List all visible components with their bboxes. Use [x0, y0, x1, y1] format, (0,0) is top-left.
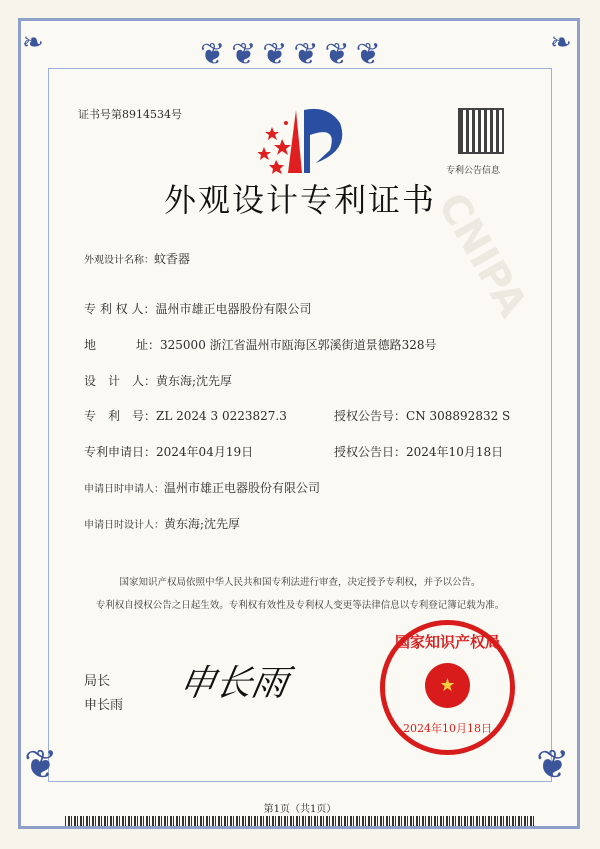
patent-number: ZL 2024 3 0223827.3	[156, 409, 287, 423]
notice-line-2: 专利权自授权公告之日起生效。专利权有效性及专利权人变更等法律信息以专利登记簿记载为准。	[95, 600, 505, 611]
publication-number-label: 授权公告号：	[334, 409, 407, 423]
address-label-suffix: 址：	[136, 338, 161, 352]
barcode	[65, 816, 535, 826]
signatory-name: 申长雨	[84, 698, 124, 713]
applicant-at-filing-label: 申请日时申请人：	[84, 484, 164, 495]
patent-number-label: 专 利 号：	[84, 409, 157, 423]
top-ornament-icon: ❦❦❦❦❦❦	[200, 37, 387, 72]
publication-date-label: 授权公告日：	[334, 445, 407, 459]
address-label: 地	[84, 338, 97, 352]
design-name-label: 外观设计名称：	[84, 255, 154, 266]
page-footer: 第1页（共1页）	[263, 804, 337, 815]
filing-date: 2024年04月19日	[156, 445, 254, 459]
designer-label: 设 计 人：	[84, 374, 157, 388]
official-seal	[380, 620, 515, 755]
corner-ornament-icon: ❦	[536, 742, 570, 788]
patentee: 温州市雄正电器股份有限公司	[155, 302, 312, 316]
corner-ornament-icon: ❦	[24, 742, 58, 788]
qr-code[interactable]	[458, 108, 504, 154]
notice-line-1: 国家知识产权局依照中华人民共和国专利法进行审查，决定授予专利权，并予以公告。	[119, 577, 481, 588]
seal-text: 国家知识产权局	[394, 633, 500, 651]
cnipa-logo	[258, 105, 348, 175]
certificate-title: 外观设计专利证书	[163, 181, 436, 219]
qr-label: 专利公告信息	[446, 166, 501, 176]
patentee-label: 专 利 权 人：	[84, 302, 156, 316]
signatory-title: 局长	[84, 674, 111, 689]
watermark: CNIPA	[428, 185, 536, 325]
address: 325000 浙江省温州市瓯海区郭溪街道景德路328号	[160, 338, 437, 352]
signature: 申长雨	[175, 663, 292, 704]
designer-at-filing-label: 申请日时设计人：	[84, 520, 164, 531]
national-emblem-icon: ★	[425, 663, 470, 708]
designer: 黄东海;沈先厚	[156, 374, 233, 388]
filing-date-label: 专利申请日：	[84, 445, 157, 459]
certificate-number: 证书号第8914534号	[78, 108, 182, 121]
seal-date: 2024年10月18日	[403, 722, 492, 735]
applicant-at-filing: 温州市雄正电器股份有限公司	[164, 481, 321, 495]
publication-number: CN 308892832 S	[406, 409, 511, 423]
designer-at-filing: 黄东海;沈先厚	[164, 517, 241, 531]
corner-ornament-icon: ❧	[22, 28, 44, 58]
publication-date: 2024年10月18日	[406, 445, 504, 459]
corner-ornament-icon: ❧	[550, 28, 572, 58]
design-name: 蚊香器	[154, 252, 191, 266]
